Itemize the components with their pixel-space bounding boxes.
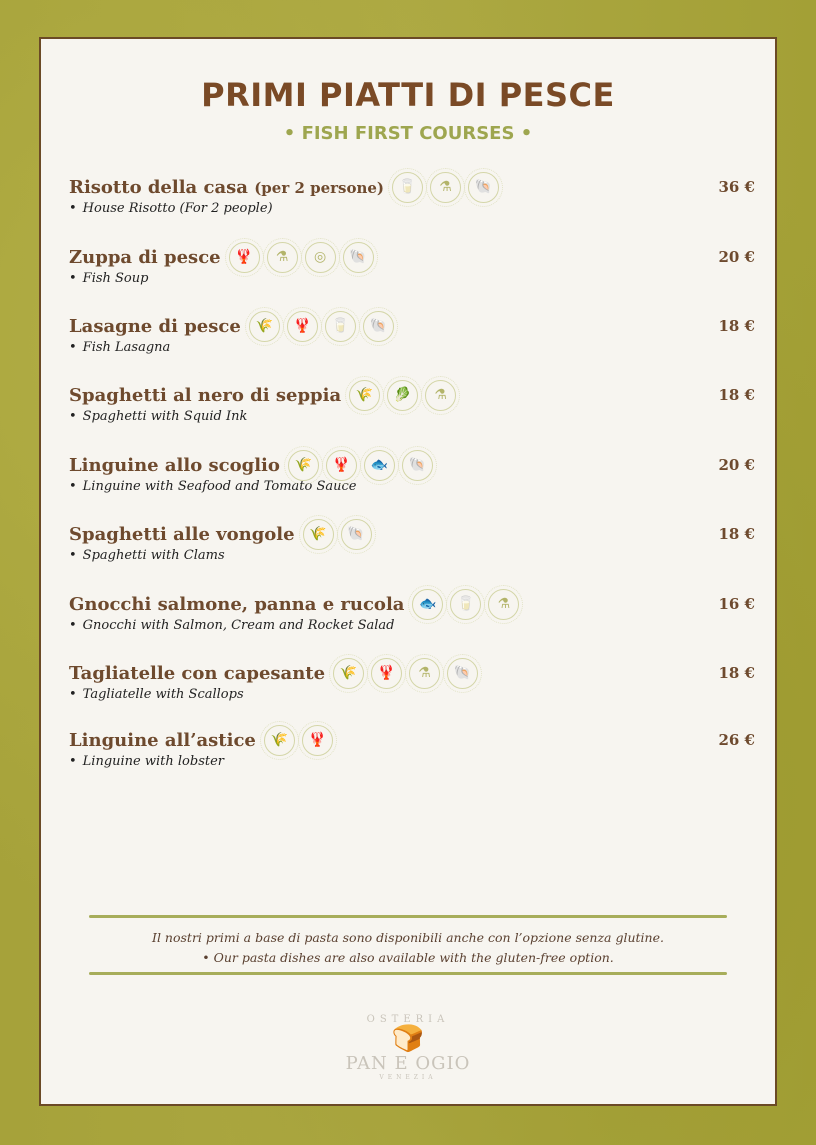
note-italian: Il nostri primi a base di pasta sono disponibili anche con l’opzione senza glutine. (152, 930, 664, 945)
menu-item (69, 660, 755, 702)
dish-name: Tagliatelle con capesante (69, 662, 326, 684)
milk-icon: 🥛 (325, 311, 356, 342)
sulphites-icon: ⚗ (267, 242, 298, 273)
celery-icon: 🥬 (387, 380, 418, 411)
dish-price: 18 € (718, 386, 755, 404)
dish-price: 18 € (718, 317, 755, 335)
gluten-free-note (89, 915, 727, 975)
milk-icon: 🥛 (450, 589, 481, 620)
gluten-icon: 🌾 (349, 380, 380, 411)
dish-price: 36 € (718, 178, 755, 196)
milk-icon: 🥛 (392, 172, 423, 203)
dish-price: 20 € (718, 248, 755, 266)
logo-name: PAN E OGIO (345, 1053, 471, 1074)
dish-description: • Fish Lasagna (69, 340, 171, 355)
gluten-icon: 🌾 (249, 311, 280, 342)
dish-price: 16 € (718, 595, 755, 613)
menu-item (69, 521, 755, 563)
dish-price: 18 € (718, 525, 755, 543)
dish-name: Spaghetti al nero di seppia (69, 384, 342, 406)
menu-item (69, 382, 755, 424)
menu-item (69, 244, 755, 286)
allergen-icons (249, 311, 394, 342)
dish-name: Gnocchi salmone, panna e rucola (69, 593, 405, 615)
sulphites-icon: ⚗ (430, 172, 461, 203)
dish-name: Lasagne di pesce (69, 315, 241, 337)
dish-price: 26 € (718, 731, 755, 749)
sulphites-icon: ⚗ (409, 658, 440, 689)
page-subtitle: • FISH FIRST COURSES • (283, 123, 533, 144)
dish-description: • Gnocchi with Salmon, Cream and Rocket Salad (69, 618, 395, 633)
sulphites-icon: ⚗ (425, 380, 456, 411)
dish-description: • Tagliatelle with Scallops (69, 687, 244, 702)
menu-panel (39, 37, 777, 1106)
dish-name: Spaghetti alle vongole (69, 523, 295, 545)
dish-name: Linguine all’astice (69, 729, 256, 751)
dish-description: • Fish Soup (69, 271, 149, 286)
allergen-icons (303, 519, 372, 550)
dish-name: Risotto della casa (per 2 persone) (69, 176, 385, 198)
page-title: PRIMI PIATTI DI PESCE (201, 76, 615, 114)
crustaceans-icon: 🦞 (287, 311, 318, 342)
fish-icon: 🐟 (364, 450, 395, 481)
gluten-icon: 🌾 (303, 519, 334, 550)
crustaceans-icon: 🦞 (302, 725, 333, 756)
gluten-icon: 🌾 (333, 658, 364, 689)
dish-price: 20 € (718, 456, 755, 474)
crustaceans-icon: 🦞 (326, 450, 357, 481)
sulphites-icon: ⚗ (488, 589, 519, 620)
molluscs-icon: 🐚 (468, 172, 499, 203)
menu-item (69, 727, 755, 769)
allergen-icons (264, 725, 333, 756)
molluscs-icon: 🐚 (363, 311, 394, 342)
divider (89, 972, 727, 975)
gluten-icon: 🌾 (288, 450, 319, 481)
menu-item (69, 174, 755, 216)
allergen-icons (229, 242, 374, 273)
bread-icon: 🍞 (391, 1024, 425, 1054)
allergen-icons (392, 172, 499, 203)
dish-name: Zuppa di pesce (69, 246, 221, 268)
molluscs-icon: 🐚 (343, 242, 374, 273)
gluten-icon: 🌾 (264, 725, 295, 756)
dish-description: • Linguine with lobster (69, 754, 225, 769)
dish-description: • Spaghetti with Clams (69, 548, 225, 563)
menu-item (69, 591, 755, 633)
molluscs-icon: 🐚 (447, 658, 478, 689)
logo-bottom-text: VENEZIA (379, 1074, 437, 1081)
note-english: • Our pasta dishes are also available with the gluten-free option. (202, 950, 614, 965)
dish-description: • Linguine with Seafood and Tomato Sauce (69, 479, 357, 494)
dish-description: • House Risotto (For 2 people) (69, 201, 273, 216)
molluscs-icon: 🐚 (402, 450, 433, 481)
allergen-icons (288, 450, 433, 481)
fish-icon: 🐟 (412, 589, 443, 620)
menu-item (69, 452, 755, 494)
menu-item (69, 313, 755, 355)
dish-description: • Spaghetti with Squid Ink (69, 409, 248, 424)
dish-price: 18 € (718, 664, 755, 682)
allergen-icons (412, 589, 519, 620)
allergen-icons (333, 658, 478, 689)
crustaceans-icon: 🦞 (371, 658, 402, 689)
divider (89, 915, 727, 918)
molluscs-icon: 🐚 (341, 519, 372, 550)
dish-name: Linguine allo scoglio (69, 454, 280, 476)
crustaceans-icon: 🦞 (229, 242, 260, 273)
restaurant-logo (41, 1014, 775, 1081)
logo-top-text: OSTERIA (366, 1014, 450, 1025)
lupins-icon: ◎ (305, 242, 336, 273)
allergen-icons (349, 380, 456, 411)
